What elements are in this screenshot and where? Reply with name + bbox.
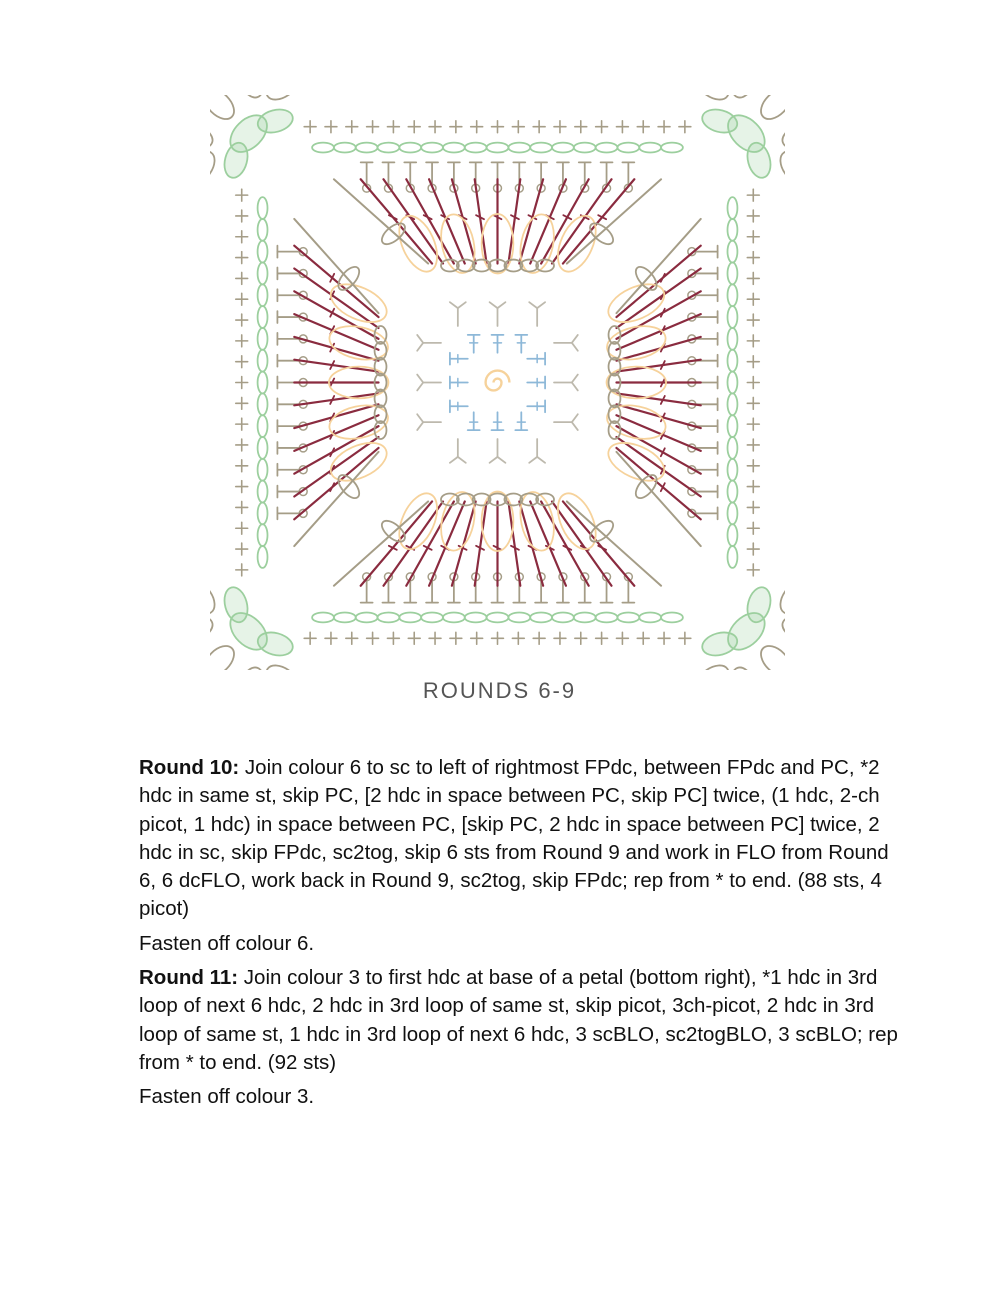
gray-stitch-r [458,302,466,308]
tan-leaf [692,660,734,670]
tan-leaf [775,577,785,619]
outer-sc [747,293,759,305]
fpdc-stitch [616,393,700,405]
fpdc-stitch [294,393,378,405]
green-chain [258,502,268,524]
green-chain [258,284,268,306]
tan-leaf [755,95,785,125]
outer-sc [533,632,545,644]
fasten-off-6: Fasten off colour 6. [139,931,315,955]
green-chain [728,219,738,241]
outer-sc [236,439,248,451]
green-chain [334,613,356,623]
outer-sc [575,632,587,644]
green-chain [596,143,618,153]
green-chain [421,143,443,153]
gray-stitch-r [572,383,578,391]
peach-petal [603,435,670,488]
outer-sc [236,460,248,472]
outer-sc [747,356,759,368]
gray-stitch-l [458,457,466,463]
green-chain [312,143,334,153]
green-chain [421,613,443,623]
green-chain [728,197,738,219]
outer-sc [747,335,759,347]
green-chain [728,393,738,415]
outer-sc [236,252,248,264]
crochet-diagram [210,95,785,670]
green-chain [443,143,465,153]
pattern-instructions [139,754,909,1118]
gray-stitch-l [417,422,423,430]
outer-sc [637,632,649,644]
tan-leaf [727,664,760,670]
green-chain [728,306,738,328]
outer-sc [450,632,462,644]
green-chain [465,143,487,153]
tan-leaf [261,95,303,105]
green-chain [728,437,738,459]
outer-sc [236,397,248,409]
outer-sc [408,121,420,133]
green-chain [574,613,596,623]
green-chain [334,143,356,153]
green-chain [258,415,268,437]
outer-sc [236,377,248,389]
outer-sc [747,231,759,243]
outer-sc [429,121,441,133]
outer-sc [616,632,628,644]
corner-leaves [210,557,323,670]
gray-stitch-l [572,414,578,422]
outer-sc [304,121,316,133]
green-chain [728,328,738,350]
outer-sc [747,210,759,222]
fpdc-stitch [294,360,378,372]
fpdc-stitch [475,179,487,263]
gray-stitch-l [498,457,506,463]
green-chain [258,306,268,328]
outer-sc [346,121,358,133]
fasten-off-3: Fasten off colour 3. [139,1085,315,1109]
outer-sc [747,460,759,472]
green-chain [487,143,509,153]
outer-sc [236,564,248,576]
outer-sc [596,632,608,644]
outer-sc [304,632,316,644]
outer-sc [747,522,759,534]
gray-stitch-r [417,375,423,383]
green-chain [465,613,487,623]
fpdc-stitch [616,360,700,372]
gray-stitch-r [537,302,545,308]
tan-leaf [755,640,785,670]
gray-stitch-l [450,302,458,308]
gray-stitch-r [490,457,498,463]
outer-sc [616,121,628,133]
outer-sc [747,501,759,513]
tan-leaf [779,120,785,153]
green-chain [728,459,738,481]
green-chain [661,613,683,623]
outer-sc [512,121,524,133]
outer-sc [747,377,759,389]
fpdc-stitch [508,179,520,263]
outer-sc [492,121,504,133]
outer-sc [747,272,759,284]
gray-stitch-l [417,343,423,351]
peach-petal [603,277,670,330]
tan-leaf [727,95,760,101]
green-chain [596,613,618,623]
gray-stitch-l [537,457,545,463]
tan-leaf [692,95,734,105]
outer-sc [747,543,759,555]
outer-sc [512,632,524,644]
tan-leaf [210,612,216,645]
outer-sc [367,632,379,644]
green-chain [258,481,268,503]
green-chain [258,393,268,415]
green-chain [639,143,661,153]
round-10-paragraph [139,754,909,924]
outer-sc [554,632,566,644]
outer-sc [554,121,566,133]
outer-sc [658,121,670,133]
outer-sc [747,314,759,326]
green-chain [258,459,268,481]
green-chain [552,143,574,153]
gray-stitch-l [490,302,498,308]
outer-sc [236,522,248,534]
outer-sc [236,293,248,305]
tan-leaf [210,95,240,125]
green-chain [399,613,421,623]
gray-stitch-l [572,375,578,383]
outer-sc [325,632,337,644]
outer-sc [387,632,399,644]
green-chain [443,613,465,623]
outer-sc [346,632,358,644]
green-chain [258,241,268,263]
outer-sc [236,231,248,243]
outer-sc [679,121,691,133]
outer-sc [679,632,691,644]
green-chain [356,143,378,153]
outer-sc [747,397,759,409]
green-chain [728,263,738,285]
peach-petal [392,210,445,277]
round-10-text: Join colour 6 to sc to left of rightmost FPdc, between FPdc and PC, *2 hdc in same st, skip PC, [2 hdc in space between PC, skip PC] twice, (1 hdc, 2-ch picot, 1 hdc) in space between PC, [skip PC, 2 hdc in space between PC] twice, 2 hdc in sc, skip FPdc, sc2tog, skip 6 sts from Round 9 and work in FLO from Round 6, 6 dcFLO, work back in Round 9, sc2tog, skip FPdc; rep from * to end. (88 sts, 4 picot) [139,756,889,921]
outer-sc [236,418,248,430]
corner-leaves [672,95,785,208]
green-chain [258,219,268,241]
outer-sc [575,121,587,133]
outer-sc [658,632,670,644]
outer-sc [747,481,759,493]
green-chain [617,613,639,623]
outer-sc [236,189,248,201]
outer-sc [236,335,248,347]
diagram-svg [210,95,785,670]
outer-sc [747,439,759,451]
outer-sc [236,314,248,326]
outer-sc [747,189,759,201]
fpdc-stitch [508,501,520,585]
green-chain [728,284,738,306]
center-ring [486,371,510,391]
gray-stitch-r [529,457,537,463]
green-chain [378,143,400,153]
outer-sc [429,632,441,644]
tan-leaf [261,660,303,670]
green-chain [258,524,268,546]
green-chain [378,613,400,623]
green-chain [639,613,661,623]
round-11-label: Round 11: [139,966,239,990]
fpdc-stitch [475,501,487,585]
gray-stitch-r [417,414,423,422]
green-chain [728,350,738,372]
green-chain [258,372,268,394]
peach-petal [392,488,445,555]
gray-stitch-r [498,302,506,308]
outer-sc [492,632,504,644]
outer-sc [236,501,248,513]
green-chain [728,481,738,503]
green-chain [258,197,268,219]
round-10-label: Round 10: [139,756,240,779]
peach-petal [325,435,392,488]
green-chain [258,437,268,459]
round-11-text: Join colour 3 to first hdc at base of a petal (bottom right), *1 hdc in 3rd loop of next 6 hdc, 2 hdc in 3rd loop of same st, skip picot, 3ch-picot, 2 hdc in 3rd loop of same st, 1 hdc in 3rd loop of next 6 hdc, 3 scBLO, sc2togBLO, 3 scBLO; rep from * to end. (92 sts) [139,966,898,1074]
green-chain [661,143,683,153]
tan-leaf [779,612,785,645]
tan-leaf [235,95,268,101]
outer-sc [387,121,399,133]
tan-leaf [210,120,216,153]
corner-leaves [672,557,785,670]
green-chain [617,143,639,153]
gray-stitch-r [572,343,578,351]
green-chain [728,546,738,568]
outer-sc [325,121,337,133]
green-chain [728,241,738,263]
peach-petal [550,488,603,555]
green-chain [487,613,509,623]
green-chain [728,372,738,394]
tan-leaf [775,146,785,188]
outer-sc [471,632,483,644]
outer-sc [637,121,649,133]
green-chain [552,613,574,623]
green-chain [258,546,268,568]
outer-sc [450,121,462,133]
green-chain [399,143,421,153]
gray-stitch-l [572,335,578,343]
peach-petal [550,210,603,277]
outer-sc [471,121,483,133]
outer-sc [236,210,248,222]
outer-sc [367,121,379,133]
outer-sc [747,418,759,430]
green-chain [312,613,334,623]
outer-sc [596,121,608,133]
gray-stitch-r [417,335,423,343]
outer-sc [236,481,248,493]
corner-leaves [210,95,323,208]
green-chain [728,524,738,546]
tan-leaf [210,146,220,188]
green-chain [258,328,268,350]
gray-stitch-r [450,457,458,463]
outer-sc [236,272,248,284]
outer-sc [408,632,420,644]
gray-stitch-r [572,422,578,430]
green-chain [356,613,378,623]
green-chain [574,143,596,153]
round-11-paragraph [139,964,909,1077]
green-chain [258,263,268,285]
tan-leaf [210,640,240,670]
outer-sc [747,564,759,576]
peach-petal [325,277,392,330]
green-chain [728,415,738,437]
green-chain [530,613,552,623]
outer-sc [533,121,545,133]
green-chain [508,143,530,153]
green-chain [508,613,530,623]
green-chain [258,350,268,372]
gray-stitch-l [417,383,423,391]
outer-sc [236,356,248,368]
diagram-caption: ROUNDS 6-9 [422,678,577,703]
green-chain [530,143,552,153]
green-chain [728,502,738,524]
tan-leaf [235,664,268,670]
outer-sc [236,543,248,555]
gray-stitch-l [529,302,537,308]
tan-leaf [210,577,220,619]
outer-sc [747,252,759,264]
